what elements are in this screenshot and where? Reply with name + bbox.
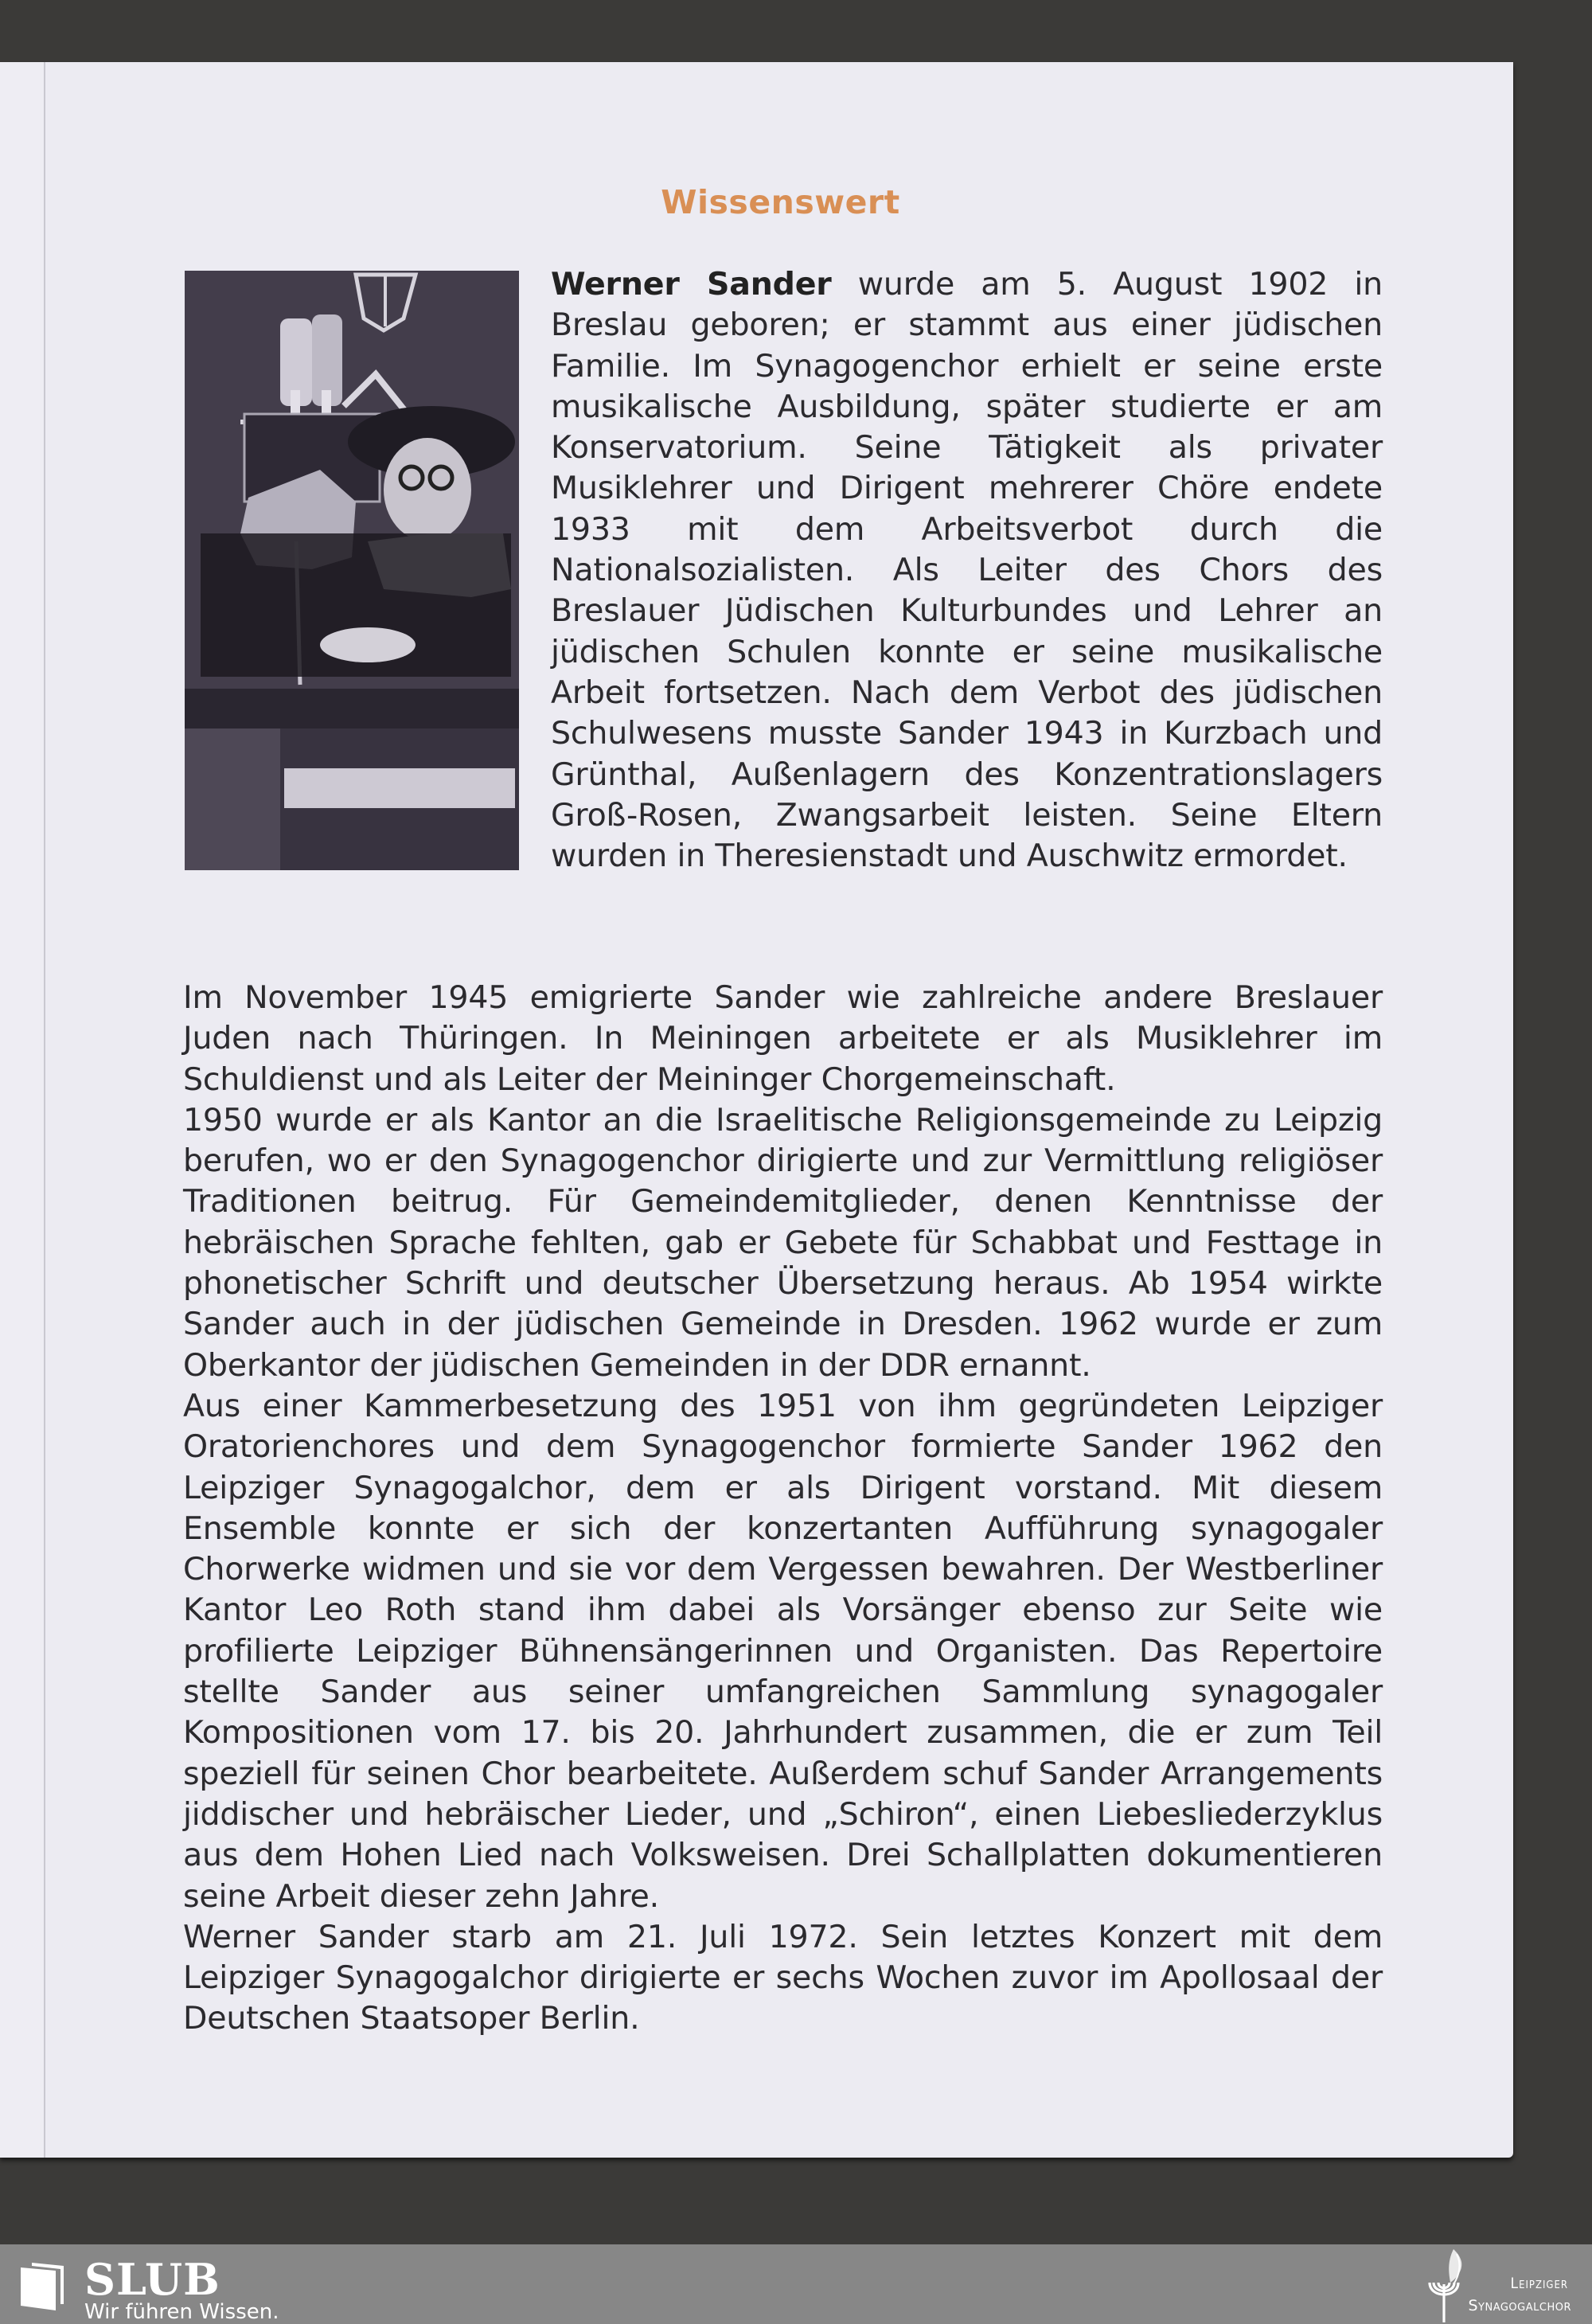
page-fold-line xyxy=(44,62,45,2158)
paragraph-death: Werner Sander starb am 21. Juli 1972. Sein letztes Konzert mit dem Leipziger Synagogalchor dirigierte er sechs Wochen zuvor im Apollosaal der Deutschen Staatsoper Berlin. xyxy=(183,1918,1383,2037)
partner-name-line2: Synagogalchor xyxy=(1468,2297,1571,2314)
library-name[interactable]: SLUB xyxy=(84,2254,220,2305)
paragraph-emigration: Im November 1945 emigrierte Sander wie zahlreiche andere Breslauer Juden nach Thüringen. In Meiningen arbeitete er als Musiklehrer im Schuldienst und als Leiter der Meininger Chorgemeinschaft. xyxy=(183,979,1383,1098)
slub-book-icon[interactable] xyxy=(21,2263,65,2310)
paragraph-synagogalchor: Aus einer Kammerbesetzung des 1951 von ihm gegründeten Leipziger Oratorienchores und dem Synagogenchor formierte Sander 1962 den Leipziger Synagogalchor, dem er als Dirigent vorstand. Mit diesem Ensemble konnte er sich der konzertanten Aufführung synagogaler Chorwerke widmen und sie vor dem Vergessen bewahren. Der Westberliner Kantor Leo Roth stand ihm dabei als Vorsänger ebenso zur Seite wie profilierte Leipziger Bühnensängerinnen und Organisten. Das Repertoire stellte Sander aus seiner umfangreichen Sammlung synagogaler Kompositionen vom 17. bis 20. Jahrhundert zusammen, die er zum Teil speziell für seinen Chor bearbeitete. Außerdem schuf Sander Arrangements jiddischer und hebräischer Lieder, und „Schiron“, einen Liebesliederzyklus aus dem Hohen Lied nach Volksweisen. Drei Schallplatten dokumentieren seine Arbeit dieser zehn Jahre. xyxy=(183,1387,1383,1915)
intro-text: wurde am 5. August 1902 in Breslau geboren; er stammt aus einer jüdischen Familie. Im Synagogenchor erhielt er seine erste musikalische Ausbildung, später studierte er am Konservatorium. Seine Tätigkeit als privater Musiklehrer und Dirigent mehrerer Chöre endete 1933 mit dem Arbeitsverbot durch die Nationalsozialisten. Als Leiter des Chors des Breslauer Jüdischen Kulturbundes und Lehrer an jüdischen Schulen konnte er seine musikalische Arbeit fortsetzen. Nach dem Verbot des jüdischen Schulwesens musste Sander 1943 in Kurzbach und Grünthal, Außenlagern des Konzentrationslagers Groß-Rosen, Zwangsarbeit leisten. Seine Eltern wurden in Theresienstadt und Auschwitz ermordet. xyxy=(551,266,1383,875)
facing-page-edge xyxy=(0,62,44,2158)
library-tagline: Wir führen Wissen. xyxy=(84,2300,279,2324)
subject-name: Werner Sander xyxy=(551,266,832,303)
document-page xyxy=(0,62,1513,2158)
intro-paragraph xyxy=(551,264,1383,877)
historical-photo-icon xyxy=(185,271,519,870)
page-title: Wissenswert xyxy=(661,183,900,221)
menorah-flame-icon[interactable] xyxy=(1426,2248,1473,2324)
partner-name-line1: Leipziger xyxy=(1510,2275,1568,2292)
paragraph-leipzig-cantor: 1950 wurde er als Kantor an die Israelitische Religionsgemeinde zu Leipzig berufen, wo er den Synagogenchor dirigierte und zur Vermittlung religiöser Traditionen beitrug. Für Gemeindemitglieder, denen Kenntnisse der hebräischen Sprache fehlten, gab er Gebete für Schabbat und Festtage in phonetischer Schrift und deutscher Übersetzung heraus. Ab 1954 wirkte Sander auch in der jüdischen Gemeinde in Dresden. 1962 wurde er zum Oberkantor der jüdischen Gemeinden in der DDR ernannt. xyxy=(183,1101,1383,1384)
biography-text xyxy=(183,978,1383,2040)
footer-bar xyxy=(0,2244,1592,2324)
portrait-photo xyxy=(185,271,519,870)
